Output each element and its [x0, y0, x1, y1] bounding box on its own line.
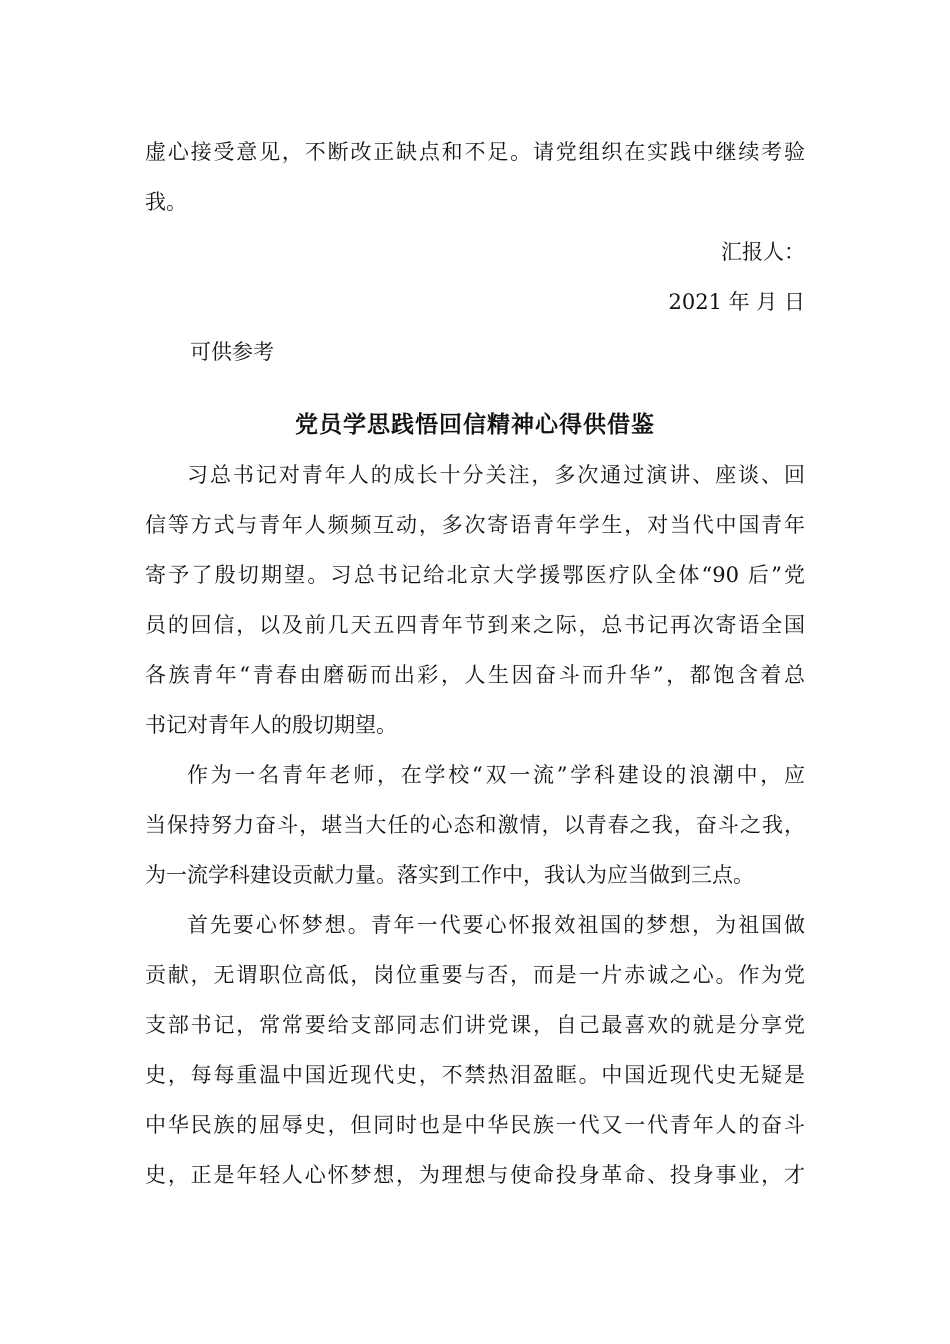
body-line: 我。 — [145, 190, 187, 214]
body-line: 中华民族的屈辱史，但同时也是中华民族一代又一代青年人的奋斗 — [145, 1113, 805, 1137]
body-line: 信等方式与青年人频频互动，多次寄语青年学生，对当代中国青年 — [145, 513, 805, 537]
body-line: 虚心接受意见，不断改正缺点和不足。请党组织在实践中继续考验 — [145, 140, 805, 164]
report-date: 2021 年 月 日 — [668, 290, 805, 314]
body-line: 习总书记对青年人的成长十分关注，多次通过演讲、座谈、回 — [187, 463, 805, 487]
body-line: 史，正是年轻人心怀梦想，为理想与使命投身革命、投身事业，才 — [145, 1163, 805, 1187]
body-line: 史，每每重温中国近现代史，不禁热泪盈眶。中国近现代史无疑是 — [145, 1063, 805, 1087]
body-line: 为一流学科建设贡献力量。落实到工作中，我认为应当做到三点。 — [145, 863, 754, 887]
body-line: 寄予了殷切期望。习总书记给北京大学援鄂医疗队全体“90 后”党 — [145, 563, 805, 587]
reporter-label: 汇报人： — [721, 240, 805, 264]
body-line: 作为一名青年老师，在学校“双一流”学科建设的浪潮中，应 — [187, 763, 805, 787]
body-line: 员的回信，以及前几天五四青年节到来之际，总书记再次寄语全国 — [145, 613, 805, 637]
body-line: 当保持努力奋斗，堪当大任的心态和激情，以青春之我，奋斗之我， — [145, 813, 805, 837]
body-line: 贡献，无谓职位高低，岗位重要与否，而是一片赤诚之心。作为党 — [145, 963, 805, 987]
body-line: 书记对青年人的殷切期望。 — [145, 713, 397, 737]
reference-note: 可供参考 — [190, 340, 274, 364]
body-line: 首先要心怀梦想。青年一代要心怀报效祖国的梦想，为祖国做 — [187, 913, 805, 937]
article-title: 党员学思践悟回信精神心得供借鉴 — [295, 412, 655, 438]
body-line: 支部书记，常常要给支部同志们讲党课，自己最喜欢的就是分享党 — [145, 1013, 805, 1037]
body-line: 各族青年“青春由磨砺而出彩，人生因奋斗而升华”，都饱含着总 — [145, 663, 805, 687]
